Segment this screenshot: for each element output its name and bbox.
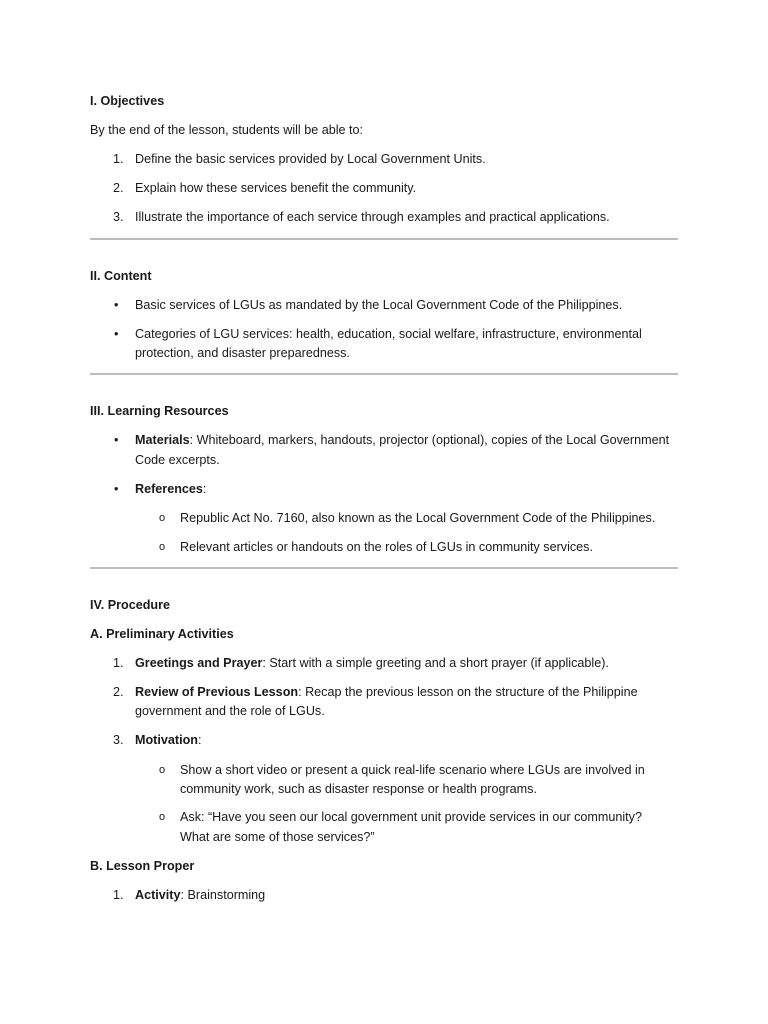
sub-bullet-glyph: o xyxy=(159,541,166,553)
item-label: Motivation xyxy=(135,733,198,747)
content-heading: II. Content xyxy=(90,269,152,283)
sub-bullet-glyph: o xyxy=(159,512,166,524)
reference-entry: Republic Act No. 7160, also known as the Local Government Code of the Philippines. xyxy=(180,511,656,525)
content-item: Basic services of LGUs as mandated by the Local Government Code of the Philippines. xyxy=(135,298,623,312)
materials-text: : Whiteboard, markers, handouts, projector (optional), copies of the Local Government xyxy=(189,433,670,447)
objective-item: Define the basic services provided by Local Government Units. xyxy=(135,152,486,166)
content-item: Categories of LGU services: health, education, social welfare, infrastructure, environmental xyxy=(135,327,642,341)
procedure-heading: IV. Procedure xyxy=(90,598,171,612)
references-colon: : xyxy=(202,482,207,496)
item-label: Review of Previous Lesson xyxy=(135,685,299,699)
resources-heading: III. Learning Resources xyxy=(90,404,229,418)
item-label: Activity xyxy=(135,888,181,902)
motivation-entry: Ask: “Have you seen our local government unit provide services in our community? xyxy=(180,810,642,824)
preliminary-item xyxy=(135,683,638,703)
list-number: 2. xyxy=(113,181,124,195)
objective-item: Explain how these services benefit the community. xyxy=(135,181,417,195)
reference-entry: Relevant articles or handouts on the roles of LGUs in community services. xyxy=(180,540,593,554)
motivation-entry-continued: What are some of those services?” xyxy=(180,830,375,844)
bullet-glyph: • xyxy=(114,482,119,496)
section-divider xyxy=(90,238,678,240)
bullet-glyph: • xyxy=(114,433,119,447)
list-number: 1. xyxy=(113,152,124,166)
item-text: : Start with a simple greeting and a short prayer (if applicable). xyxy=(262,656,609,670)
item-label: Greetings and Prayer xyxy=(135,656,263,670)
preliminary-item-continued: government and the role of LGUs. xyxy=(135,704,325,718)
objectives-intro: By the end of the lesson, students will be able to: xyxy=(90,123,364,137)
preliminary-item xyxy=(135,654,609,674)
sub-bullet-glyph: o xyxy=(159,811,166,823)
sub-bullet-glyph: o xyxy=(159,764,166,776)
list-number: 1. xyxy=(113,656,124,670)
lesson-proper-heading: B. Lesson Proper xyxy=(90,859,195,873)
references-item xyxy=(135,480,206,500)
list-number: 3. xyxy=(113,733,124,747)
motivation-entry-continued: community work, such as disaster response or health programs. xyxy=(180,782,537,796)
list-number: 2. xyxy=(113,685,124,699)
motivation-entry: Show a short video or present a quick real-life scenario where LGUs are involved in xyxy=(180,763,645,777)
bullet-glyph: • xyxy=(114,327,119,341)
materials-label: Materials xyxy=(135,433,190,447)
list-number: 1. xyxy=(113,888,124,902)
content-item-continued: protection, and disaster preparedness. xyxy=(135,346,350,360)
item-text: : Brainstorming xyxy=(180,888,266,902)
item-text: : xyxy=(197,733,202,747)
bullet-glyph: • xyxy=(114,298,119,312)
item-text: : Recap the previous lesson on the structure of the Philippine xyxy=(298,685,638,699)
materials-item xyxy=(135,431,669,451)
materials-item-continued: Code excerpts. xyxy=(135,453,220,467)
lesson-proper-item xyxy=(135,886,265,906)
preliminary-item xyxy=(135,731,201,751)
list-number: 3. xyxy=(113,210,124,224)
section-divider xyxy=(90,567,678,569)
section-divider xyxy=(90,373,678,375)
references-label: References xyxy=(135,482,203,496)
preliminary-heading: A. Preliminary Activities xyxy=(90,627,234,641)
objective-item: Illustrate the importance of each service through examples and practical applications. xyxy=(135,210,610,224)
objectives-heading: I. Objectives xyxy=(90,94,165,108)
